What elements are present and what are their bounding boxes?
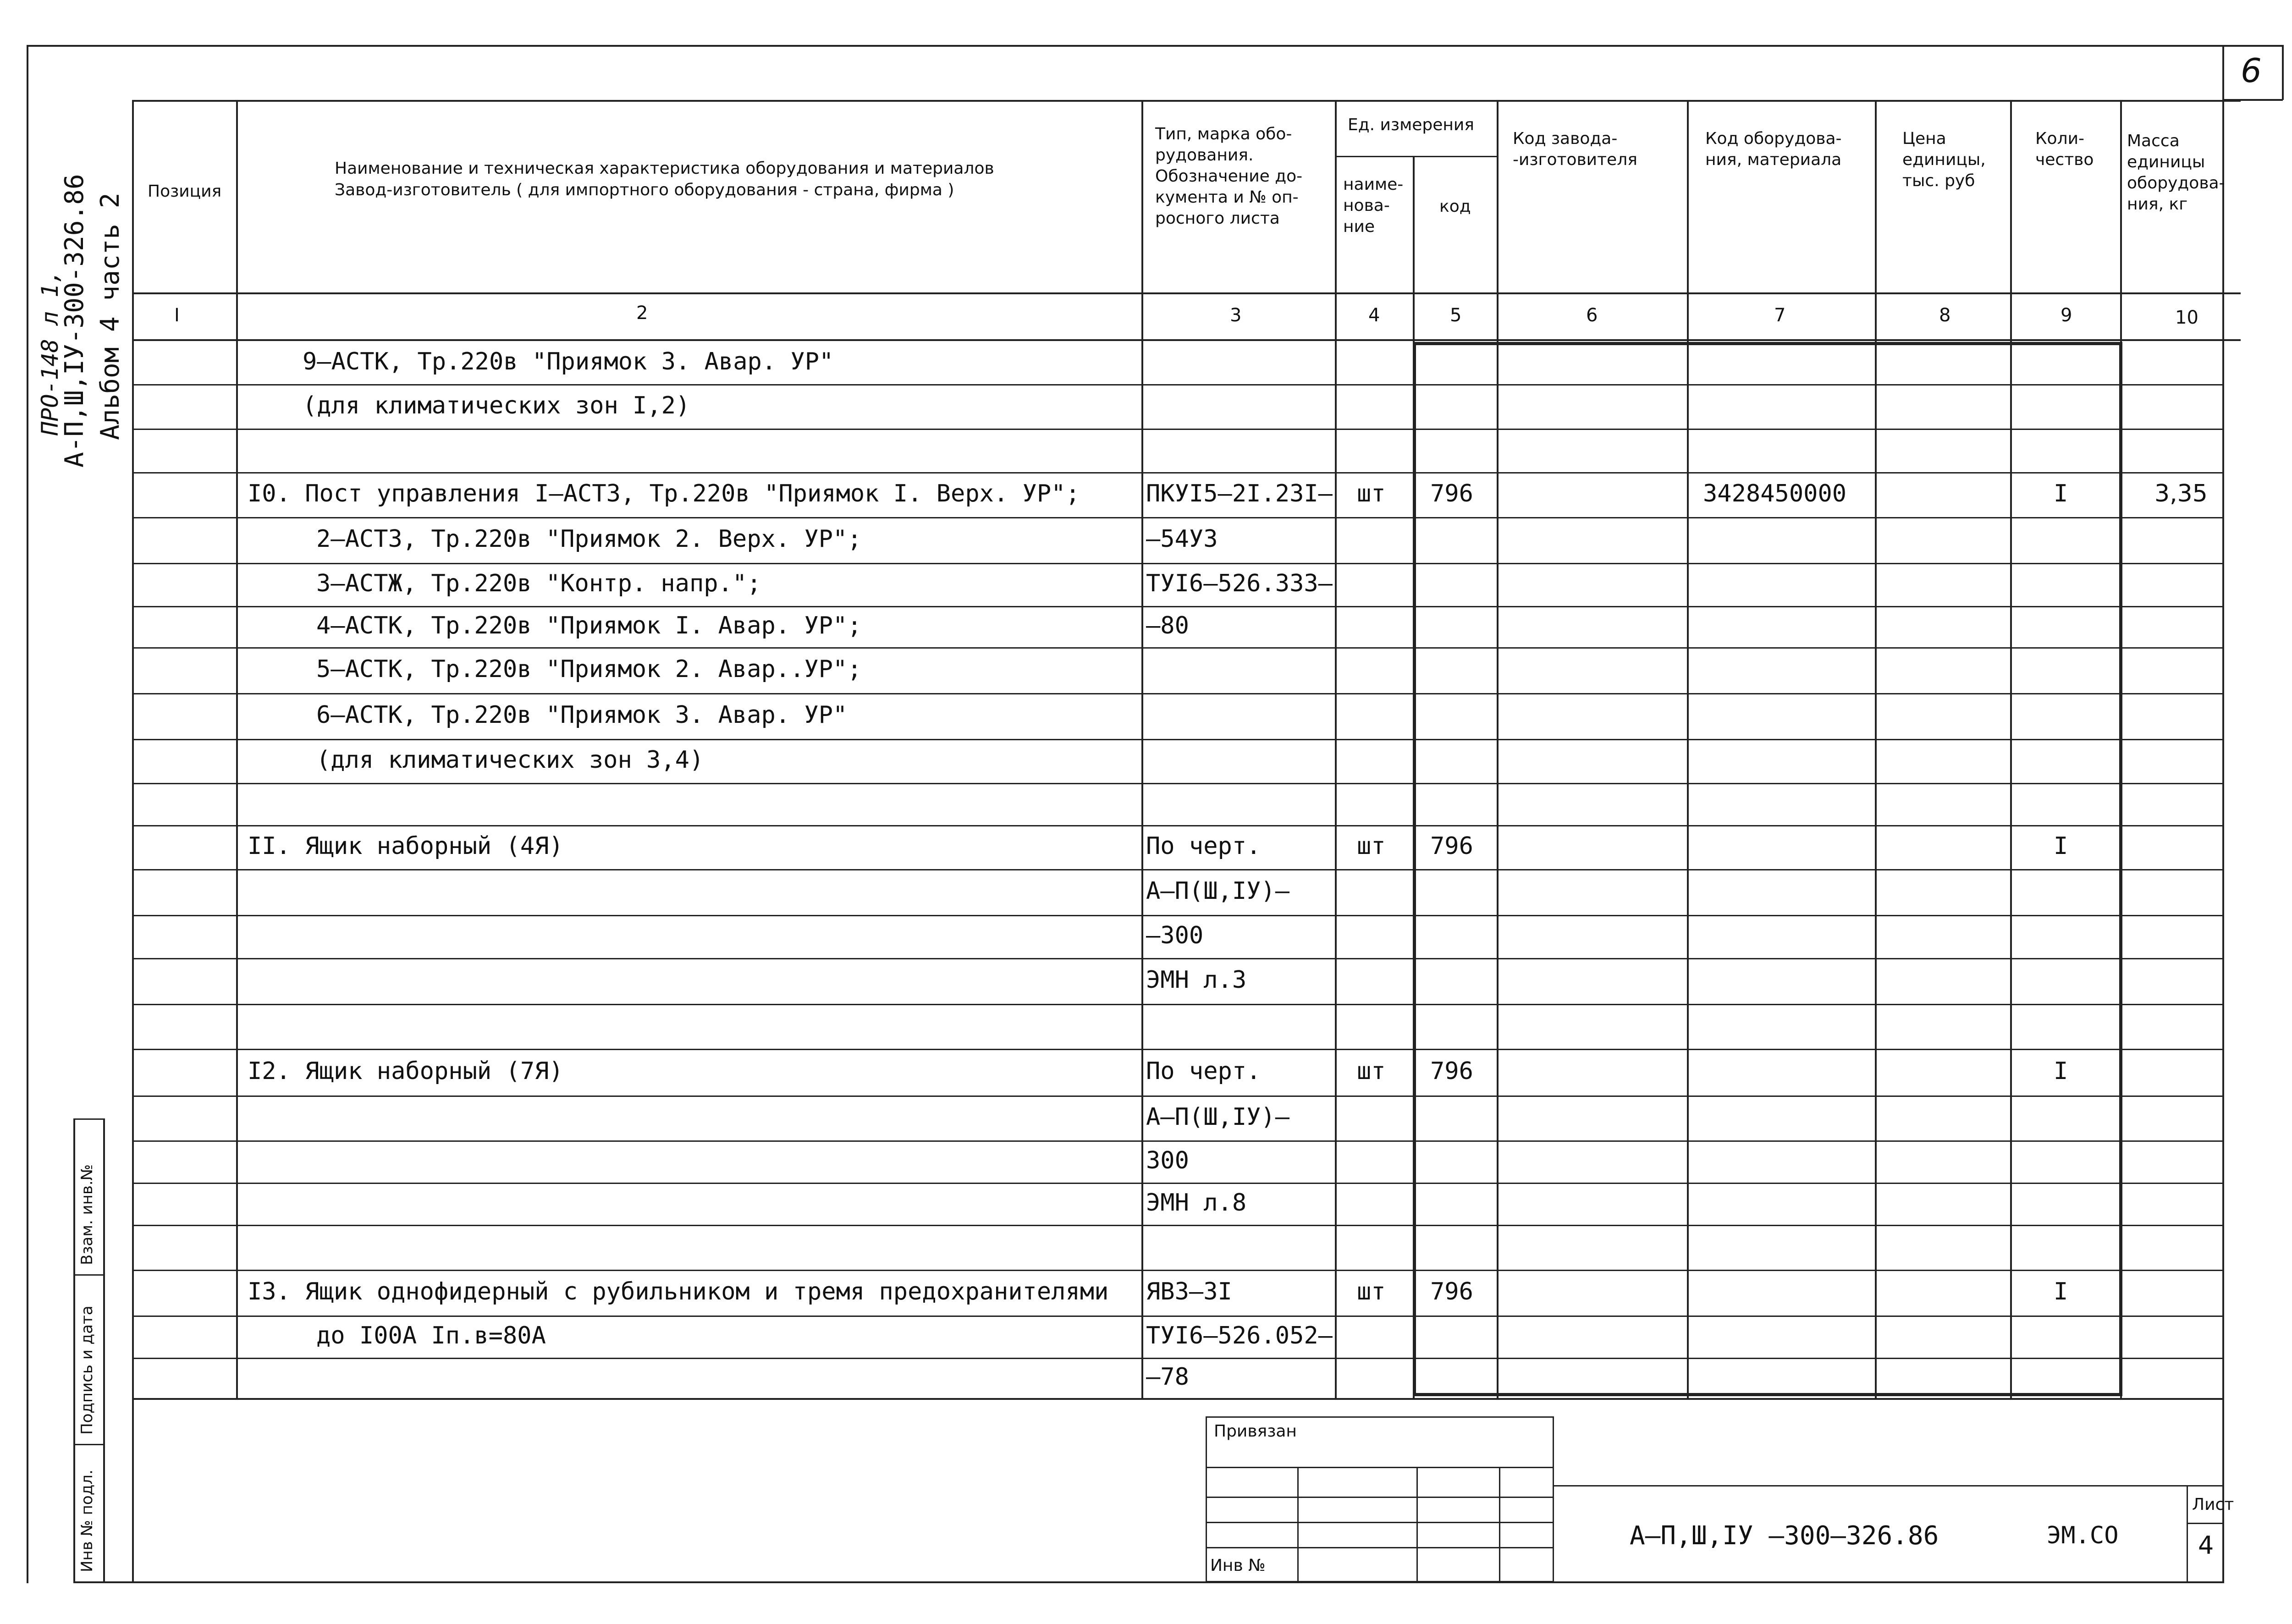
stamp-label-inv-orig: Инв № подл. [78, 1470, 96, 1572]
cell-c2: I3. Ящик однофидерный с рубильником и тремя предохранителями [248, 1278, 1109, 1305]
cell-c5: 796 [1430, 1278, 1473, 1305]
header-type: Тип, марка обо- рудования. Обозначение до- кумента и № оп- росного листа [1155, 125, 1303, 228]
cell-c3: –80 [1146, 612, 1189, 639]
cell-c3: –300 [1146, 922, 1204, 949]
cell-c3: ЭМН л.3 [1146, 966, 1247, 994]
cell-c7: 3428450000 [1703, 480, 1847, 507]
cell-c2: 6–АСТК, Тр.220в "Приямок 3. Авар. УР" [316, 701, 848, 729]
cell-c3: По черт. [1146, 1057, 1261, 1085]
section-code: ЭМ.СО [2047, 1522, 2119, 1549]
sheet-label: Лист [2192, 1495, 2234, 1514]
cell-c9: I [2054, 1057, 2068, 1085]
header-unit-name: наиме- нова- ние [1343, 175, 1404, 236]
header-quantity: Коли- чество [2035, 129, 2094, 169]
cell-c2: I0. Пост управления I–АСТ3, Тр.220в "Приямок I. Верх. УР"; [248, 480, 1080, 507]
header-name-line2: Завод-изготовитель ( для импортного оборудования - страна, фирма ) [335, 181, 954, 199]
cell-c5: 796 [1430, 480, 1473, 507]
cell-c3: По черт. [1146, 832, 1261, 860]
cell-c9: I [2054, 1278, 2068, 1305]
cell-c2: 5–АСТК, Тр.220в "Приямок 2. Авар..УР"; [316, 655, 862, 683]
sheet-corner-number: 6 [2241, 51, 2262, 90]
cell-c3: 300 [1146, 1147, 1189, 1174]
column-number: 4 [1368, 305, 1380, 326]
column-number: 2 [636, 303, 648, 324]
cell-c9: I [2054, 480, 2068, 507]
cell-c2: до I00А Iп.в=80А [316, 1322, 546, 1349]
side-label-line1: ПРО-148 л 1, [37, 270, 63, 435]
cell-c3: –54У3 [1146, 525, 1218, 553]
inv-no-label: Инв № [1210, 1556, 1266, 1575]
stamp-label-sign-date: Подпись и дата [78, 1305, 96, 1435]
cell-c2: (для климатических зон I,2) [303, 391, 690, 419]
header-position: Позиция [148, 182, 222, 201]
header-name-line1: Наименование и техническая характеристика оборудования и материалов [335, 159, 994, 178]
cell-c2: 9–АСТК, Тр.220в "Приямок 3. Авар. УР" [303, 348, 834, 375]
cell-c9: I [2054, 832, 2068, 860]
column-number: 6 [1586, 305, 1598, 326]
header-unit-code: код [1439, 197, 1471, 216]
document-code: А–П,Ш,IУ –300–326.86 [1630, 1521, 1939, 1551]
cell-c3: ТУI6–526.333– [1146, 570, 1333, 597]
cell-c5: 796 [1430, 1057, 1473, 1085]
cell-c2: 4–АСТК, Тр.220в "Приямок I. Авар. УР"; [316, 612, 862, 639]
cell-c10: 3,35 [2154, 480, 2208, 507]
column-number: 7 [1774, 305, 1786, 326]
cell-c4: шт [1357, 480, 1386, 507]
cell-c4: шт [1357, 1278, 1386, 1305]
header-equipment-code: Код оборудова- ния, материала [1705, 129, 1842, 169]
cell-c2: I2. Ящик наборный (7Я) [248, 1057, 563, 1085]
cell-c2: II. Ящик наборный (4Я) [248, 832, 563, 860]
cell-c3: ЭМН л.8 [1146, 1189, 1247, 1217]
header-factory-code: Код завода- -изготовителя [1513, 129, 1637, 169]
cell-c3: ЯВ3–3I [1146, 1278, 1232, 1305]
header-price: Цена единицы, тыс. руб [1902, 129, 1986, 190]
header-units: Ед. измерения [1348, 116, 1474, 134]
column-number: 10 [2175, 307, 2198, 328]
side-label-line3: Альбом 4 часть 2 [95, 193, 125, 440]
cell-c5: 796 [1430, 832, 1473, 860]
header-mass: Масса единицы оборудова- ния, кг [2127, 132, 2225, 214]
cell-c2: 2–АСТ3, Тр.220в "Приямок 2. Верх. УР"; [316, 525, 862, 553]
sheet-number: 4 [2198, 1531, 2214, 1560]
column-number: I [174, 305, 180, 326]
stamp-label-inv-exchange: Взам. инв.№ [78, 1164, 96, 1265]
cell-c3: А–П(Ш,IУ)– [1146, 877, 1290, 905]
attached-label: Привязан [1214, 1422, 1297, 1441]
column-number: 5 [1450, 305, 1462, 326]
cell-c2: (для климатических зон 3,4) [316, 746, 704, 774]
cell-c3: ПКУI5–2I.23I– [1146, 480, 1333, 507]
column-number: 9 [2061, 305, 2072, 326]
cell-c3: А–П(Ш,IУ)– [1146, 1103, 1290, 1131]
cell-c3: –78 [1146, 1363, 1189, 1391]
column-number: 3 [1230, 305, 1242, 326]
cell-c4: шт [1357, 832, 1386, 860]
cell-c2: 3–АСТЖ, Тр.220в "Контр. напр."; [316, 570, 761, 597]
side-label-line2: А-П,Ш,IУ-300-326.86 [60, 174, 89, 468]
cell-c4: шт [1357, 1057, 1386, 1085]
cell-c3: ТУI6–526.052– [1146, 1322, 1333, 1349]
column-number: 8 [1939, 305, 1951, 326]
